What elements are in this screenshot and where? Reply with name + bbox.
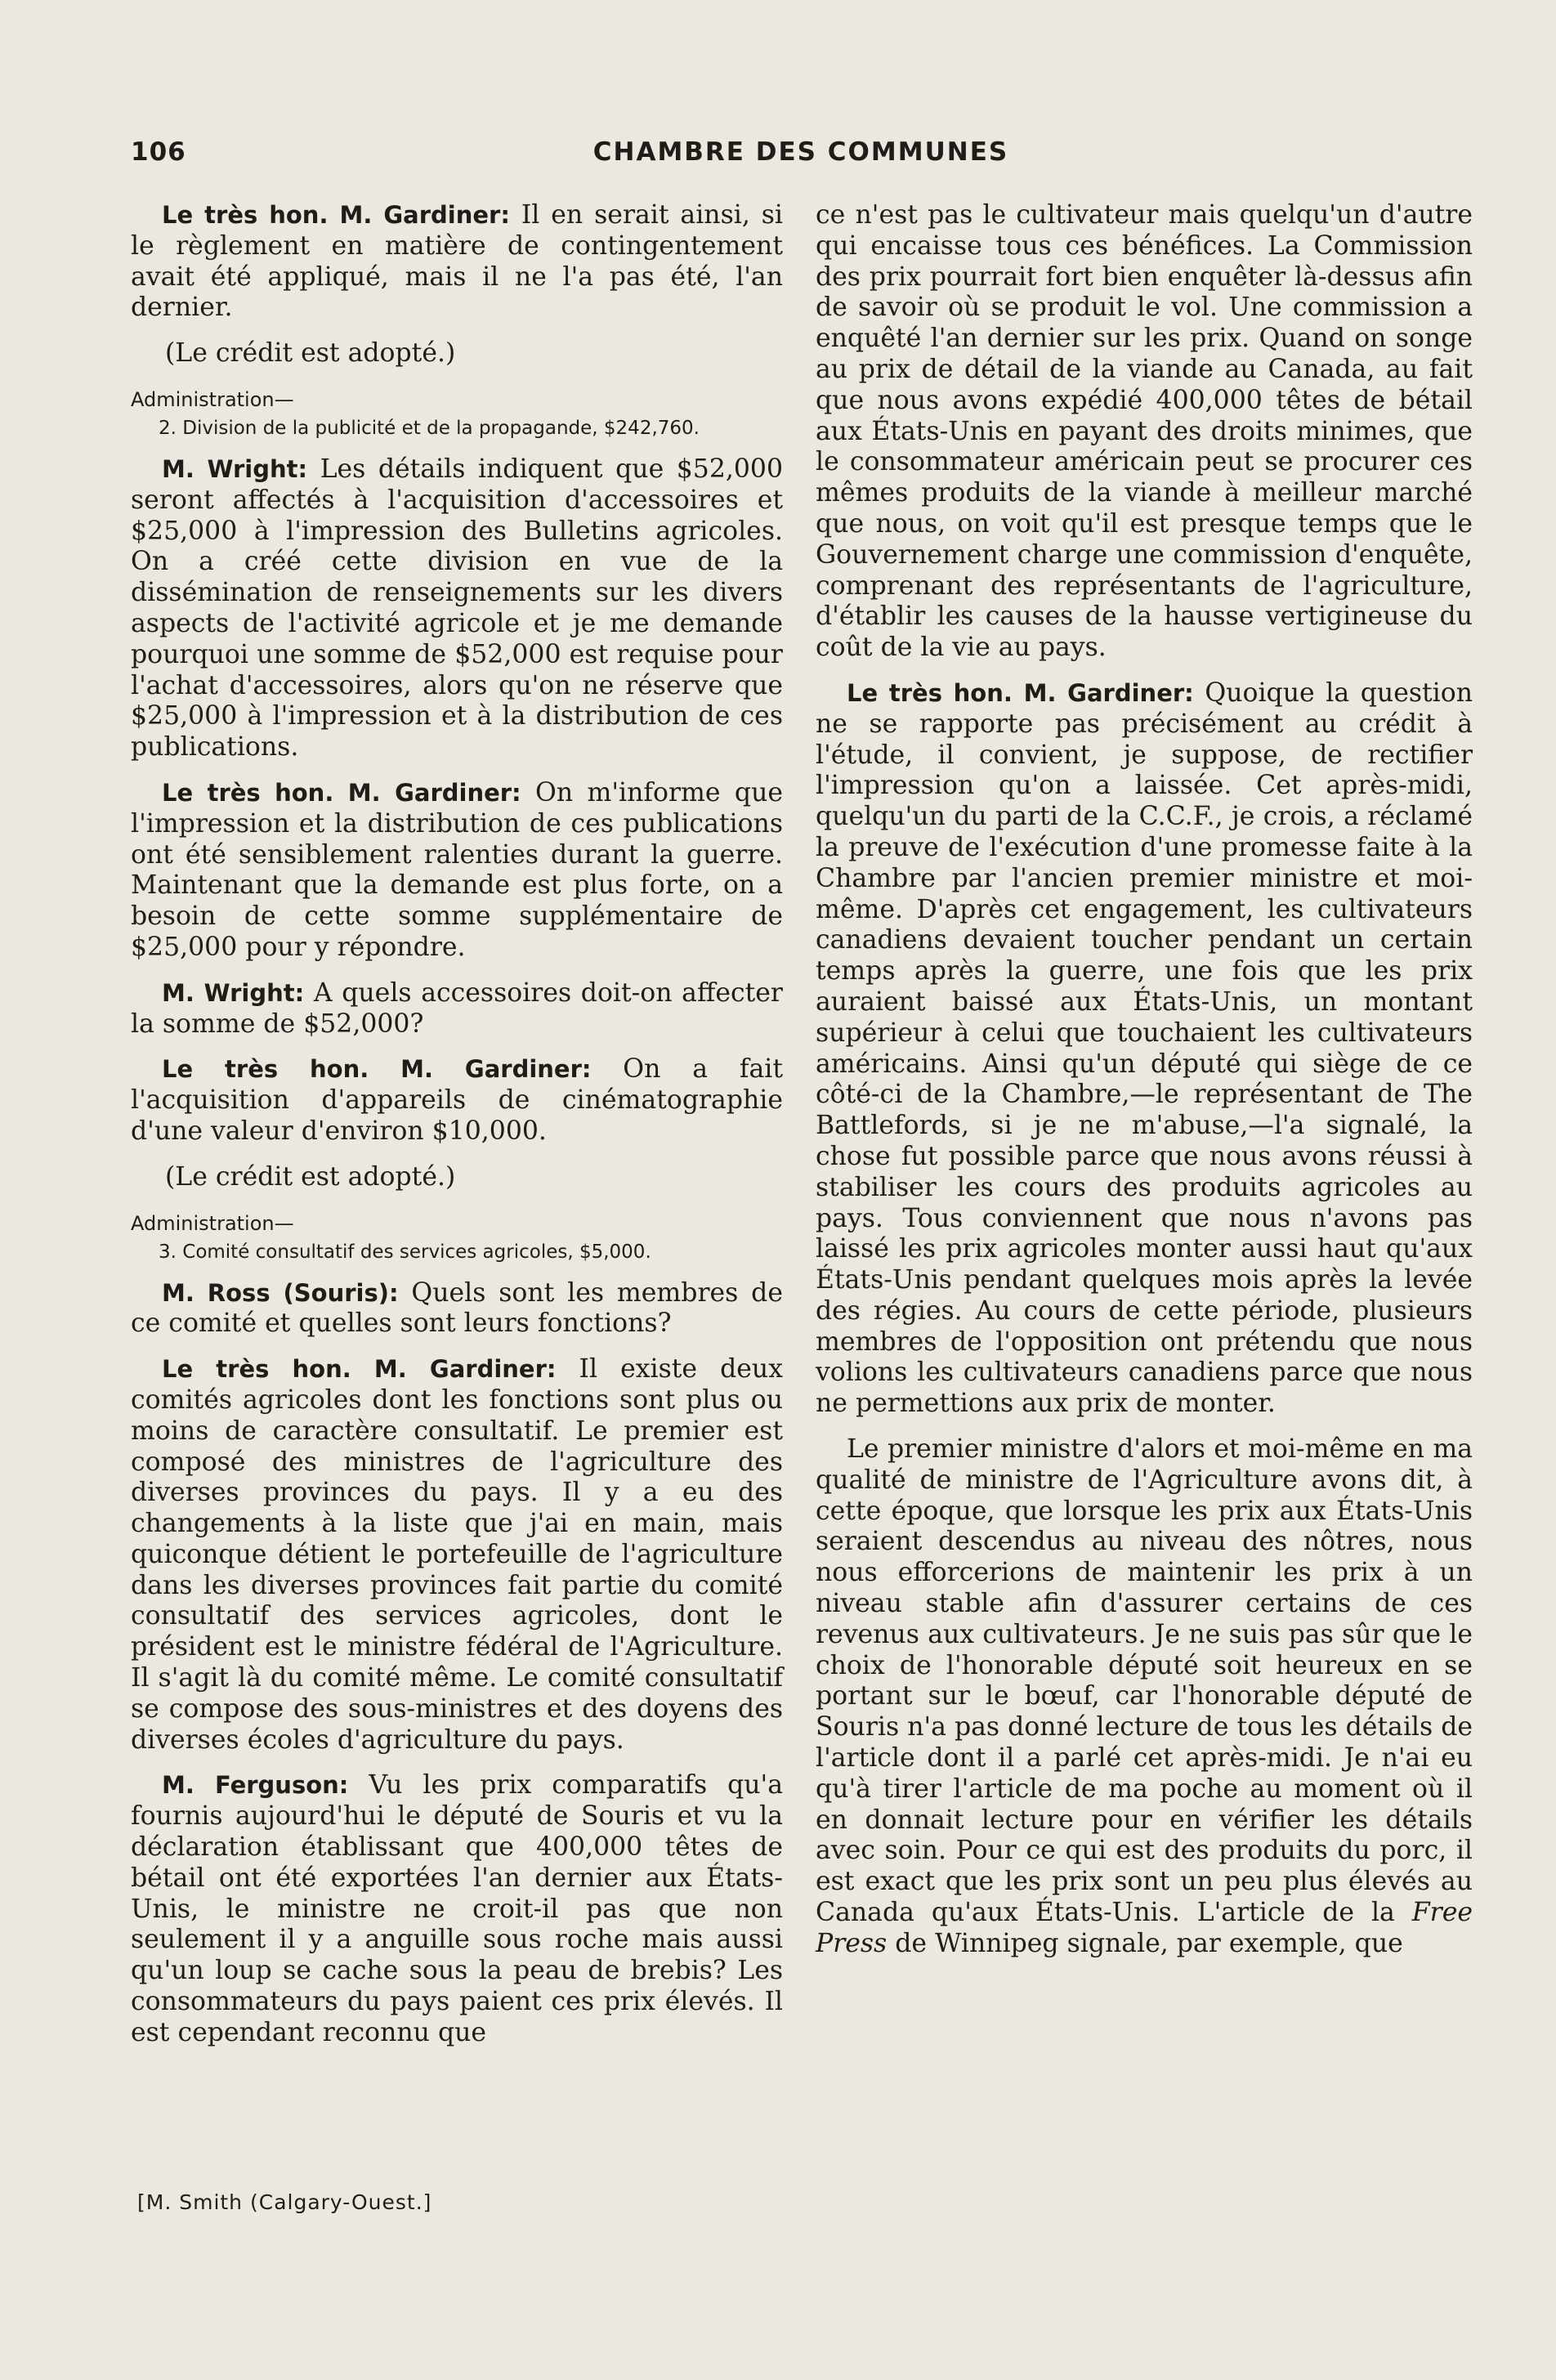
speaker-name: Le très hon. M. Gardiner:	[162, 1055, 592, 1084]
speaker-name: M. Ross (Souris):	[162, 1278, 399, 1307]
running-title: CHAMBRE DES COMMUNES	[592, 137, 1009, 167]
speaker-name: Le très hon. M. Gardiner:	[162, 201, 510, 229]
speech-text: Il en serait ainsi, si le règlement en matière de contingentement avait été appliqué, mais il ne l'a pas été, l'an dernier.	[131, 200, 783, 323]
page-header	[131, 132, 1471, 173]
speech-text: Le premier ministre d'alors et moi-même en ma qualité de ministre de l'Agriculture avons dit, à cette époque, que lorsque les prix aux États-Unis seraient descendus au niveau des nôtres, nous nous efforcerions de maintenir les prix à un niveau stable afin d'assurer certains de ces revenus aux cultivateurs. Je ne suis pas sûr que le choix de l'honorable député soit heureux en se portant sur le bœuf, car l'honorable député de Souris n'a pas donné lecture de tous les détails de l'article dont il a parlé cet après-midi. Je n'ai eu qu'à tirer l'article de ma poche au moment où il en donnait lecture pour en vérifier les détails avec soin. Pour ce qui est des produits du porc, il est exact que les prix sont un peu plus élevés au Canada qu'aux États-Unis. L'article de la	[816, 1434, 1473, 1928]
left-column	[131, 200, 783, 2064]
paragraph	[131, 1354, 783, 1756]
speech-text: A quels accessoires doit-on affecter la somme de $52,000?	[131, 978, 783, 1039]
page-number: 106	[131, 137, 186, 167]
speech-text: Les détails indiquent que $52,000 seront affectés à l'acquisition d'accessoires et $25,000 à l'impression des Bulletins agricoles. On a créé cette division en vue de la dissémination de renseignements sur les divers aspects de l'activité agricole et je me demande pourquoi une somme de $52,000 est requise pour l'achat d'accessoires, alors qu'on ne réserve que $25,000 à l'impression et à la distribution de ces publications.	[131, 454, 783, 763]
speech-text: On a fait l'acquisition d'appareils de cinématographie d'une valeur d'environ $10,000.	[131, 1054, 783, 1146]
speech-text: On m'informe que l'impression et la distribution de ces publications ont été sensiblement ralenties durant la guerre. Maintenant que la demande est plus forte, on a besoin de cette somme supplémentaire de $25,000 pour y répondre.	[131, 777, 784, 962]
speaker-name: Le très hon. M. Gardiner:	[162, 778, 521, 807]
paragraph	[131, 1278, 783, 1340]
paragraph	[816, 678, 1473, 1420]
newspaper-title: Free Press	[816, 1898, 1473, 1958]
section-heading: Administration—	[131, 387, 294, 411]
speech-text: Quels sont les membres de ce comité et quelles sont leurs fonctions?	[131, 1277, 783, 1339]
paragraph	[131, 454, 783, 763]
paragraph	[131, 778, 783, 964]
budget-item: 3. Comité consultatif des services agricoles, $5,000.	[159, 1241, 651, 1263]
paragraph	[131, 1054, 783, 1147]
adoption-note: (Le crédit est adopté.)	[165, 1161, 456, 1192]
speaker-name: Le très hon. M. Gardiner:	[162, 1355, 557, 1384]
right-column	[816, 200, 1473, 1975]
speech-text: Vu les prix comparatifs qu'a fournis aujourd'hui le député de Souris et vu la déclaration établissant que 400,000 têtes de bétail ont été exportées l'an dernier aux États-Unis, le ministre ne croit-il pas que non seulement il y a anguille sous roche mais aussi qu'un loup se cache sous la peau de brebis? Les consommateurs du pays paient ces prix élevés. Il est cependant reconnu que	[131, 1770, 783, 2047]
paragraph	[131, 200, 783, 324]
adoption-note: (Le crédit est adopté.)	[165, 338, 456, 369]
speaker-name: Le très hon. M. Gardiner:	[847, 678, 1194, 707]
speech-text: de Winnipeg signale, par exemple, que	[887, 1928, 1403, 1958]
speech-text: Il existe deux comités agricoles dont les fonctions sont plus ou moins de caractère consultatif. Le premier est composé des ministres de l'agriculture des diverses provinces du pays. Il y a eu des changements à la liste que j'ai en main, mais quiconque détient le portefeuille de l'agriculture dans les diverses provinces fait partie du comité consultatif des services agricoles, dont le président est le ministre fédéral de l'Agriculture. Il s'agit là du comité même. Le comité consultatif se compose des sous-ministres et des doyens des diverses écoles d'agriculture du pays.	[131, 1354, 783, 1755]
paragraph	[131, 1770, 783, 2048]
paragraph	[816, 1434, 1473, 1960]
budget-item: 2. Division de la publicité et de la propagande, $242,760.	[159, 417, 700, 439]
footer-note: [M. Smith (Calgary-Ouest.]	[137, 2190, 432, 2214]
speaker-name: M. Wright:	[162, 454, 308, 483]
section-heading: Administration—	[131, 1211, 294, 1235]
speaker-name: M. Wright:	[162, 978, 305, 1007]
paragraph	[131, 978, 783, 1040]
speech-text: Quoique la question ne se rapporte pas précisément au crédit à l'étude, il convient, je suppose, de rectifier l'impression qu'on a laissée. Cet après-midi, quelqu'un du parti de la C.C.F., je crois, a réclamé la preuve de l'exécution d'une promesse faite à la Chambre par l'ancien premier ministre et moi-même. D'après cet engagement, les cultivateurs canadiens devaient toucher pendant un certain temps après la guerre, une fois que les prix auraient baissé aux États-Unis, un montant supérieur à celui que touchaient les cultivateurs américains. Ainsi qu'un député qui siège de ce côté-ci de la Chambre,—le représentant de The Battlefords, si je ne m'abuse,—l'a signalé, la chose fut possible parce que nous avons réussi à stabiliser les cours des produits agricoles au pays. Tous conviennent que nous n'avons pas laissé les prix agricoles monter aussi haut qu'aux États-Unis pendant quelques mois après la levée des régies. Au cours de cette période, plusieurs membres de l'opposition ont prétendu que nous volions les cultivateurs canadiens parce que nous ne permettions aux prix de monter.	[816, 678, 1473, 1419]
speaker-name: M. Ferguson:	[162, 1771, 349, 1800]
paragraph-continued: ce n'est pas le cultivateur mais quelqu'un d'autre qui encaisse tous ces bénéfices. La Commission des prix pourrait fort bien enquêter là-dessus afin de savoir où se produit le vol. Une commission a enquêté l'an dernier sur les prix. Quand on songe au prix de détail de la viande au Canada, au fait que nous avons expédié 400,000 têtes de bétail aux États-Unis en payant des droits minimes, que le consommateur américain peut se procurer ces mêmes produits de la viande à meilleur marché que nous, on voit qu'il est presque temps que le Gouvernement charge une commission d'enquête, comprenant des représentants de l'agriculture, d'établir les causes de la hausse vertigineuse du coût de la vie au pays.	[816, 200, 1473, 663]
